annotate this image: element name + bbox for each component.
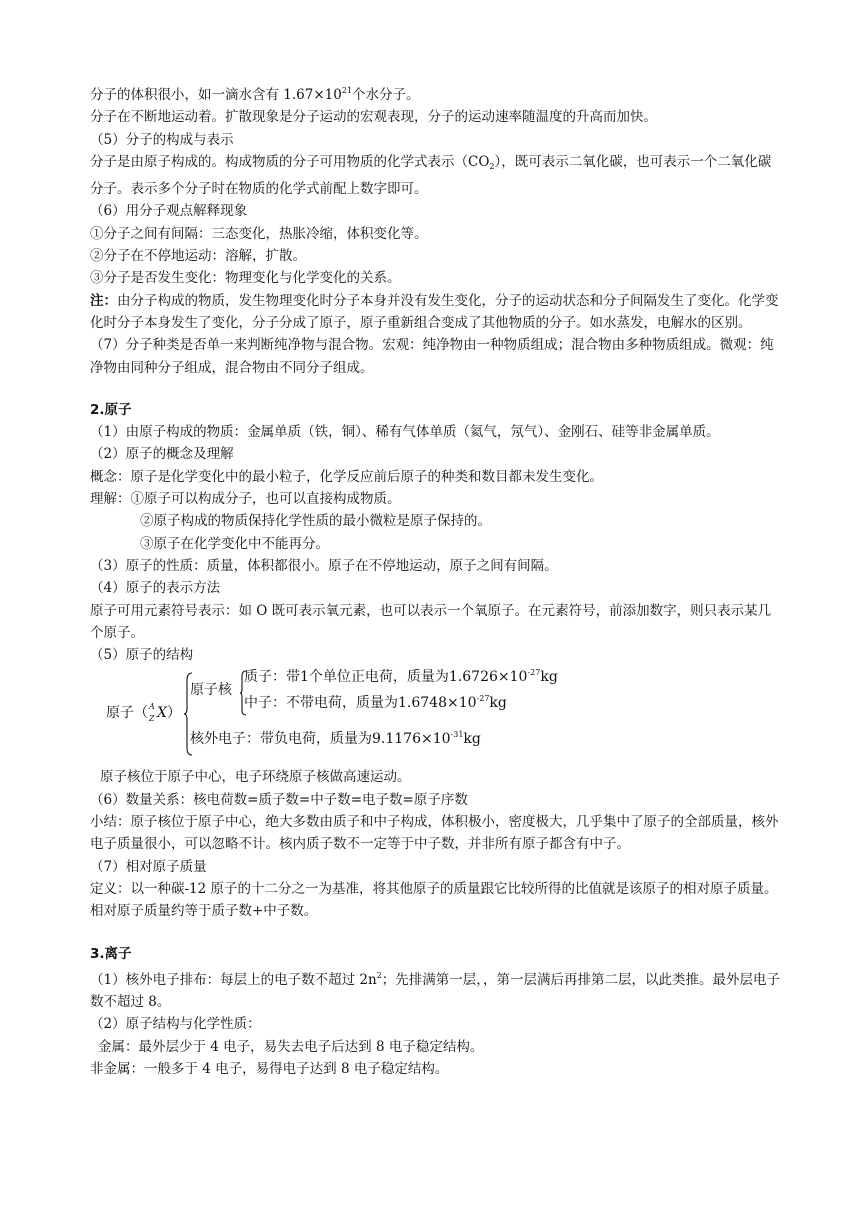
paragraph: 分子在不断地运动着。扩散现象是分子运动的宏观表现，分子的运动速率随温度的升高而加快。: [90, 109, 657, 126]
paragraph: 定义：以一种碳-12 原子的十二分之一为基准，将其他原子的质量跟它比较所得的比值就是该原子的相对原子质量。相对原子质量约等于质子数+中子数。: [90, 880, 778, 920]
proton-line: 质子：带1个单位正电荷，质量为$1.6726\times 10^{-27}kg$: [244, 668, 558, 686]
text: ），既可表示二氧化碳，也可表示一个二氧化碳分子。表示多个分子时在物质的化学式前配上数字即可。: [90, 153, 772, 198]
list-item: ①分子之间有间隔：三态变化，热胀冷缩，体积变化等。: [90, 225, 428, 242]
text: 分子的体积很小，如一滴水含有 1.67×10: [90, 87, 342, 103]
subheading: （4）原子的表示方法: [90, 580, 221, 597]
paragraph: 非金属：一般多于 4 电子，易得电子达到 8 电子稳定结构。: [90, 1060, 449, 1077]
section-heading: 2.原子: [90, 401, 132, 418]
electron-line: 核外电子：带负电荷，质量为$9.1176\times 10^{-31}kg$: [190, 730, 481, 748]
document-page: [90, 80, 780, 1080]
paragraph: 原子核位于原子中心，电子环绕原子核做高速运动。: [100, 769, 411, 786]
superscript: 21: [341, 86, 353, 95]
subheading: （2）原子结构与化学性质：: [90, 1016, 261, 1033]
text: 由分子构成的物质，发生物理变化时分子本身并没有发生变化，分子的运动状态和分子间隔发生了变化。化学变化时分子本身发生了变化，分子分成了原子，原子重新组合变成了其他物质的分子。如水蒸发，电解水的区别。: [90, 292, 779, 331]
list-item: 理解：①原子可以构成分子，也可以直接构成物质。: [90, 491, 401, 508]
list-item: ③分子是否发生变化：物理变化与化学变化的关系。: [90, 270, 401, 287]
paragraph: 金属：最外层少于 4 电子，易失去电子后达到 8 电子稳定结构。: [98, 1038, 484, 1055]
list-item: ③原子在化学变化中不能再分。: [140, 535, 329, 552]
subheading: （2）原子的概念及理解: [90, 446, 234, 463]
text: 分子是由原子构成的。构成物质的分子可用物质的化学式表示（CO: [90, 153, 490, 170]
subheading: （6）用分子观点解释现象: [90, 203, 248, 220]
list-item: ②分子在不停地运动：溶解，扩散。: [90, 248, 306, 265]
note-label: 注：: [90, 292, 117, 309]
nuclide-indices: A Z: [149, 702, 155, 724]
superscript: 2: [376, 970, 382, 980]
note-paragraph: [90, 290, 780, 335]
subheading: （5）原子的结构: [90, 647, 194, 664]
paragraph: [90, 151, 780, 201]
subheading: （7）相对原子质量: [90, 858, 207, 875]
subheading: （5）分子的构成与表示: [90, 131, 234, 148]
paragraph: （1）由原子构成的物质：金属单质（铁，铜）、稀有气体单质（氦气，氖气）、金刚石、硅等非金属单质。: [90, 424, 720, 441]
paragraph: [90, 80, 780, 106]
paragraph: 原子可用元素符号表示：如 O 既可表示氧元素，也可以表示一个氧原子。在元素符号，前添加数字，则只表示某几个原子。: [90, 602, 772, 641]
list-item: ②原子构成的物质保持化学性质的最小微粒是原子保持的。: [140, 513, 491, 530]
paragraph: 概念：原子是化学变化中的最小粒子，化学反应前后原子的种类和数目都未发生变化。: [90, 468, 603, 485]
text: （1）核外电子排布：每层上的电子数不超过 2n: [90, 971, 377, 988]
nucleus-label: 原子核: [190, 682, 232, 699]
text: ；先排满第一层，，第一层满后再排第二层，以此类推。最外层电子数不超过 8。: [90, 971, 781, 1011]
neutron-line: 中子：不带电荷，质量为$1.6748\times 10^{-27}kg$: [244, 694, 507, 712]
paragraph: [90, 965, 780, 1014]
atom-label: 原子（ A Z X）: [106, 702, 181, 724]
paragraph: （7）分子种类是否单一来判断纯净物与混合物。宏观：纯净物由一种物质组成；混合物由多种物质组成。微观：纯净物由同种分子组成，混合物由不同分子组成。: [90, 337, 774, 376]
subscript: 2: [489, 161, 495, 171]
paragraph: （3）原子的性质：质量，体积都很小。原子在不停地运动，原子之间有间隔。: [90, 557, 558, 574]
section-heading: 3.离子: [90, 945, 132, 962]
paragraph: 小结：原子核位于原子中心，绝大多数由质子和中子构成，体积极小，密度极大，几乎集中了原子的全部质量，核外电子质量很小，可以忽略不计。核内质子数不一定等于中子数，并非所有原子都含有中子。: [90, 814, 779, 853]
atom-structure-diagram: [90, 668, 780, 764]
paragraph: （6）数量关系：核电荷数=质子数=中子数=电子数=原子序数: [90, 791, 468, 808]
text: 个水分子。: [352, 87, 420, 103]
